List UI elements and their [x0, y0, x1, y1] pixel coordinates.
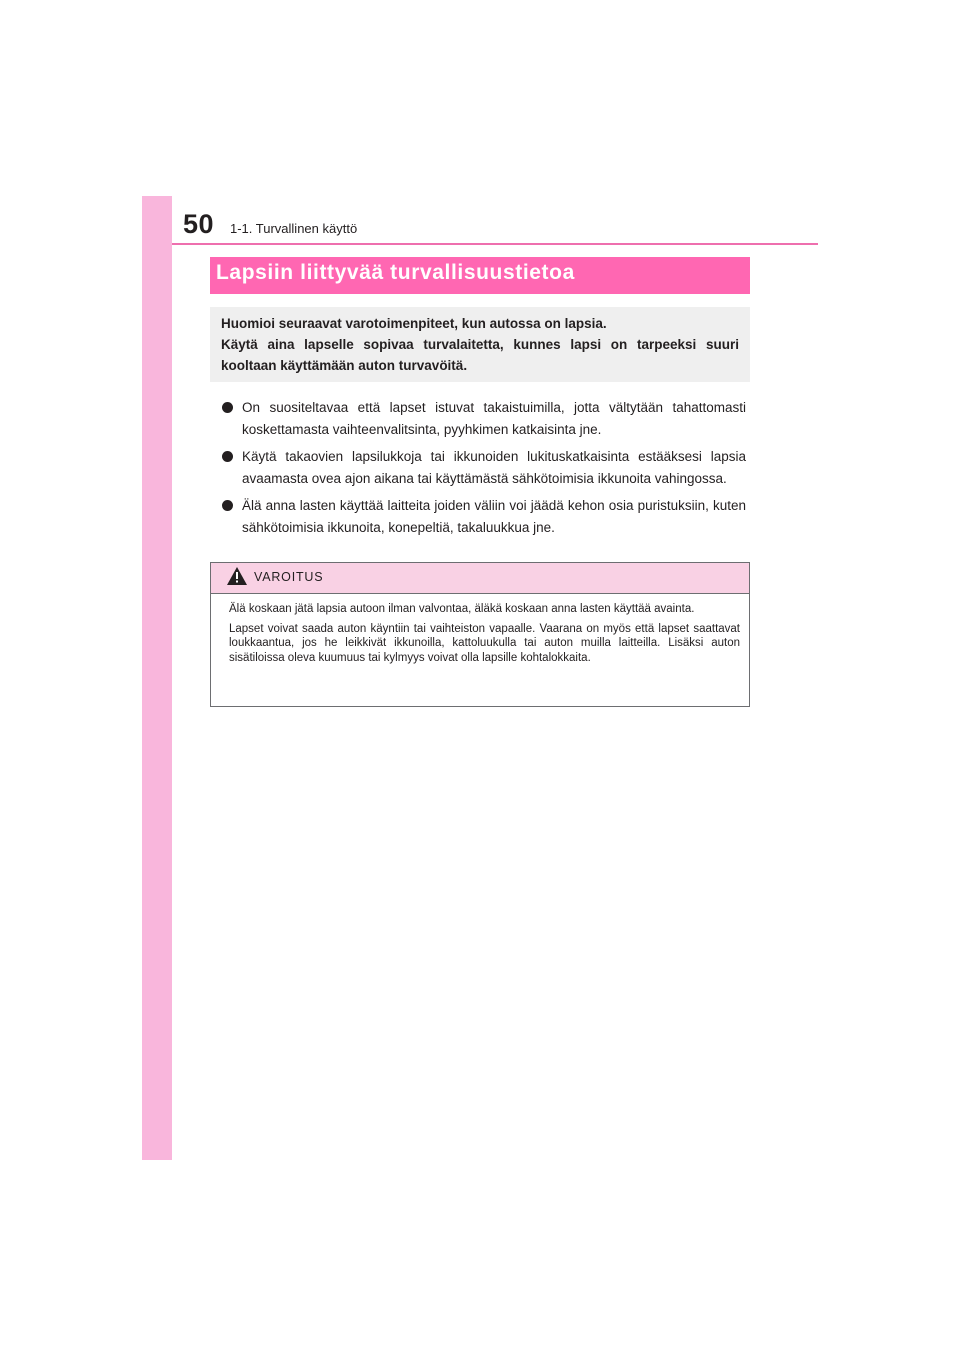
- intro-line-1: Huomioi seuraavat varotoimenpiteet, kun autossa on lapsia.: [221, 316, 607, 331]
- chapter-side-tab: [142, 196, 172, 1160]
- warning-box: [210, 562, 750, 707]
- warning-paragraph-2: Lapset voivat saada auton käyntiin tai vaihteiston vapaalle. Vaarana on myös että lapset saattavat loukkaantua, jos he leikkivät ikkunoilla, kattoluukulla tai auton muilla laitteilla. Lisäksi auton sisätiloissa oleva kuumuus tai kylmyys voivat olla lapsille kohtalokkaita.: [229, 622, 740, 664]
- bullet-icon: [222, 402, 233, 413]
- bullet-list: [220, 397, 746, 544]
- section-label: 1-1. Turvallinen käyttö: [230, 221, 358, 236]
- intro-box: [210, 307, 750, 382]
- page-number: 50: [183, 209, 215, 239]
- list-item: [220, 495, 746, 538]
- warning-title: VAROITUS: [254, 570, 324, 584]
- bullet-icon: [222, 500, 233, 511]
- warning-triangle-icon: [227, 567, 247, 585]
- intro-line-2: Käytä aina lapselle sopivaa turvalaitetta, kunnes lapsi on tarpeeksi suuri kooltaan käyttämään auton turvavöitä.: [221, 337, 739, 373]
- warning-body: [211, 594, 749, 665]
- list-item: [220, 397, 746, 440]
- warning-header: [211, 563, 749, 594]
- warning-paragraph-1: Älä koskaan jätä lapsia autoon ilman valvontaa, äläkä koskaan anna lasten käyttää avainta.: [229, 603, 695, 615]
- list-item: [220, 446, 746, 489]
- section-heading: Lapsiin liittyvää turvallisuustietoa: [210, 257, 750, 294]
- bullet-text: Käytä takaovien lapsilukkoja tai ikkunoiden lukituskatkaisinta estääksesi lapsia avaamasta ovea ajon aikana tai käyttämästä sähkötoimisia ikkunoita vahingossa.: [242, 449, 746, 486]
- bullet-text: Älä anna lasten käyttää laitteita joiden väliin voi jäädä kehon osia puristuksiin, kuten sähkötoimisia ikkunoita, konepeltiä, takaluukkua jne.: [242, 498, 746, 535]
- header-rule: [172, 243, 818, 245]
- bullet-text: On suositeltavaa että lapset istuvat takaistuimilla, jotta vältytään tahattomasti koskettamasta vaihteenvalitsinta, pyyhkimen katkaisinta jne.: [242, 400, 746, 437]
- bullet-icon: [222, 451, 233, 462]
